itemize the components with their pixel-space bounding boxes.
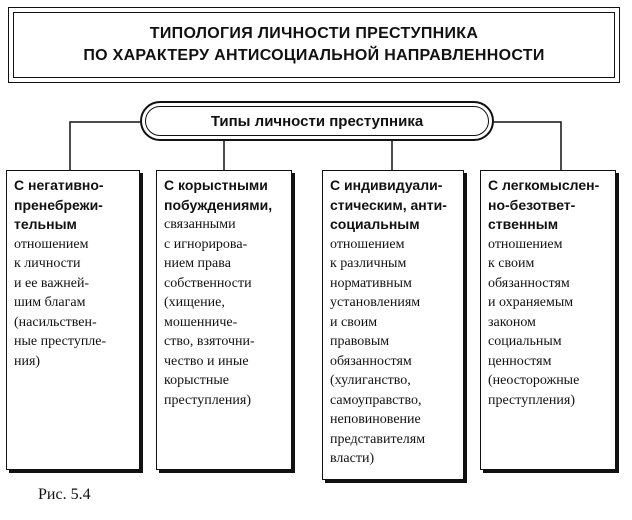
type-2-bold-1: С корыстными: [164, 177, 268, 193]
figure-caption: Рис. 5.4: [38, 486, 91, 503]
type-4-line-3: обязанностям: [488, 275, 570, 291]
type-1-line-5: (насильствен-: [14, 314, 97, 330]
type-4-line-6: социальным: [488, 334, 562, 349]
type-3-bold-3: социальным: [330, 216, 420, 232]
type-1-bold-2: пренебрежи-: [14, 196, 103, 213]
center-node: [140, 101, 494, 141]
type-3-bold-2: стическим, анти-: [330, 196, 447, 213]
type-1-line-7: ния): [14, 353, 41, 369]
type-1-line-1: отношением: [14, 236, 89, 252]
type-4-bold-3: ственным: [488, 216, 559, 232]
type-2-line-5: (хищение,: [164, 295, 225, 310]
type-3-line-12: власти): [330, 451, 375, 466]
type-3-line-9: самоуправство,: [330, 392, 422, 408]
type-3-line-3: нормативным: [330, 275, 412, 291]
type-4-line-9: преступления): [488, 392, 575, 408]
type-4-line-1: отношением: [488, 236, 563, 252]
type-2-line-2: с игнорирова-: [164, 236, 248, 252]
type-4-line-8: (неосторожные: [488, 373, 580, 388]
type-2-line-9: корыстные: [164, 373, 229, 388]
type-2-line-4: собственности: [164, 275, 252, 291]
type-box-1: [6, 170, 140, 470]
type-3-line-8: (хулиганство,: [330, 373, 411, 388]
type-3-bold-1: С индивидуали-: [330, 177, 443, 193]
type-3-line-11: представителям: [330, 431, 426, 447]
type-1-bold-3: тельным: [14, 216, 77, 232]
type-4-bold-2: но-безответ-: [488, 196, 576, 213]
type-box-3: [322, 170, 464, 480]
type-4-line-2: к своим: [488, 256, 535, 271]
type-3-line-1: отношением: [330, 236, 405, 252]
title-line-1: ТИПОЛОГИЯ ЛИЧНОСТИ ПРЕСТУПНИКА: [149, 25, 479, 42]
type-1-line-2: к личности: [14, 256, 81, 271]
type-2-line-3: нием права: [164, 256, 231, 271]
title-line-2: ПО ХАРАКТЕРУ АНТИСОЦИАЛЬНОЙ НАПРАВЛЕННОСТИ: [83, 47, 545, 64]
type-3-line-2: к различным: [330, 256, 407, 271]
type-3-line-4: установлениям: [330, 295, 421, 310]
center-label: Типы личности преступника: [210, 112, 424, 130]
type-2-line-6: мошенниче-: [164, 314, 238, 330]
connector-right: [494, 122, 561, 170]
type-1-line-4: шим благам: [14, 295, 86, 310]
connector-left: [70, 122, 140, 170]
type-4-line-7: ценностям: [488, 353, 552, 369]
type-4-line-5: законом: [488, 314, 536, 330]
type-2-line-8: чество и иные: [164, 353, 249, 369]
type-1-bold-1: С негативно-: [14, 177, 104, 193]
type-3-line-5: и своим: [330, 314, 378, 330]
type-2-bold-2: побуждениями,: [164, 196, 273, 213]
type-3-line-6: правовым: [330, 334, 390, 349]
type-2-line-7: ство, взяточни-: [164, 334, 255, 349]
type-3-line-10: неповиновение: [330, 412, 421, 427]
type-2-line-10: преступления): [164, 392, 251, 408]
type-3-line-7: обязанностям: [330, 353, 412, 369]
type-4-line-4: и охраняемым: [488, 295, 574, 310]
type-box-4: [480, 170, 616, 470]
type-2-line-1: связанными: [164, 217, 236, 232]
type-1-line-6: ные преступле-: [14, 334, 107, 349]
type-1-line-3: и ее важней-: [14, 275, 90, 291]
type-4-bold-1: С легкомыслен-: [488, 177, 600, 193]
type-box-2: [156, 170, 292, 470]
